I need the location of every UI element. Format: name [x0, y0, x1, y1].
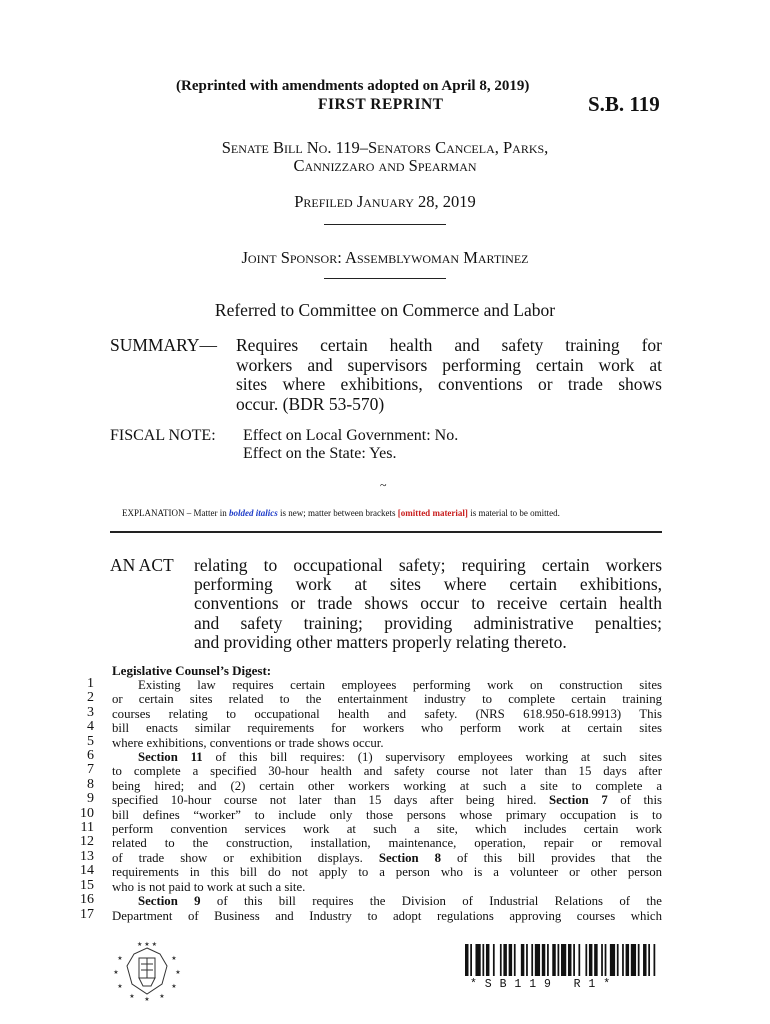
- act-line: performing work at sites where certain exhibitions,: [194, 574, 662, 595]
- explanation-omitted-text: [omitted material]: [397, 508, 468, 518]
- bill-number: S.B. 119: [588, 92, 660, 116]
- barcode-bar: [631, 944, 636, 976]
- barcode-bar: [509, 944, 512, 976]
- barcode-bar: [594, 944, 597, 976]
- barcode-text: * S B 1 1 9 R 1 *: [470, 978, 611, 991]
- explanation-suffix: is material to be omitted.: [467, 508, 560, 518]
- barcode-bar: [542, 944, 545, 976]
- barcode-bar: [573, 944, 575, 976]
- digest-heading: Legislative Counsel’s Digest:: [112, 663, 272, 678]
- first-reprint-label: FIRST REPRINT: [318, 96, 444, 113]
- explanation-prefix: EXPLANATION – Matter in: [122, 508, 229, 518]
- line-number: 8: [87, 776, 94, 792]
- barcode-bar: [486, 944, 489, 976]
- explanation-note: [122, 508, 560, 518]
- act-line: relating to occupational safety; requiring certain workers: [194, 555, 662, 575]
- fiscal-note-state: Effect on the State: Yes.: [243, 444, 397, 462]
- digest-line: [112, 678, 662, 692]
- barcode-bar: [638, 944, 640, 976]
- line-numbers: [68, 677, 94, 922]
- svg-text:★: ★: [129, 993, 135, 1000]
- digest-text-run: Department of Business and Industry to adopt regulations approving courses which: [112, 908, 662, 923]
- barcode-bar: [521, 944, 524, 976]
- line-number: 9: [87, 791, 94, 807]
- joint-sponsor: Joint Sponsor: Assemblywoman Martinez: [241, 248, 529, 267]
- summary-line: sites where exhibitions, conventions or trade shows: [236, 374, 662, 394]
- summary-text: [236, 336, 662, 414]
- digest-line: [112, 836, 662, 850]
- line-number: 12: [80, 834, 94, 850]
- svg-text:★: ★: [144, 996, 150, 1002]
- barcode-bar: [578, 944, 580, 976]
- divider-rule: [324, 224, 446, 225]
- svg-text:★ ★ ★: ★ ★ ★: [137, 941, 157, 948]
- tilde-mark: ~: [380, 478, 387, 492]
- barcode-bar: [654, 944, 656, 976]
- barcode-bar: [561, 944, 566, 976]
- act-line: and providing other matters properly relating thereto.: [194, 631, 567, 652]
- digest-line: [112, 736, 662, 750]
- line-number: 5: [87, 733, 94, 749]
- act-label: AN ACT: [110, 555, 174, 575]
- barcode-bar: [610, 944, 615, 976]
- act-line: and safety training; providing administrative penalties;: [194, 612, 662, 633]
- summary-line: workers and supervisors performing certain work at: [236, 354, 662, 375]
- barcode-bar: [622, 944, 624, 976]
- barcode-bar: [601, 944, 603, 976]
- svg-text:★: ★: [117, 983, 123, 990]
- barcode-bar: [617, 944, 619, 976]
- fiscal-note: [110, 427, 458, 462]
- line-number: 11: [80, 820, 94, 836]
- section-reference: Section 9: [138, 894, 201, 909]
- fiscal-note-local: Effect on Local Government: No.: [243, 427, 459, 444]
- digest-text-run: bill enacts similar requirements for workers who perform work at certain sites: [112, 721, 662, 736]
- svg-text:★: ★: [117, 955, 123, 962]
- divider-rule: [324, 278, 446, 279]
- summary-line: occur. (BDR 53-570): [236, 393, 385, 414]
- digest-line: [112, 880, 662, 894]
- line-number: 13: [80, 848, 94, 864]
- barcode-bar: [547, 944, 549, 976]
- barcode-bar: [470, 944, 472, 976]
- act-block: [110, 556, 662, 652]
- barcode-bar: [493, 944, 495, 976]
- summary-label: SUMMARY—: [110, 335, 217, 355]
- explanation-new-text: bolded italics: [229, 508, 278, 518]
- digest-text-run: where exhibitions, conventions or trade shows occur.: [112, 735, 384, 750]
- digest-text: [112, 678, 662, 923]
- digest-line: [112, 764, 662, 778]
- line-number: 16: [80, 892, 94, 908]
- svg-text:★: ★: [175, 969, 181, 976]
- digest-text-run: of trade show or exhibition displays.: [112, 850, 379, 865]
- committee-referral: Referred to Committee on Commerce and Labor: [214, 300, 556, 320]
- line-number: 2: [87, 690, 94, 706]
- line-number: 14: [80, 863, 94, 879]
- barcode-bar: [514, 944, 516, 976]
- section-reference: Section 7: [548, 793, 608, 808]
- barcode-bar: [626, 944, 629, 976]
- digest-text-run: requirements in this bill do not apply to a person who is a volunteer or other person: [112, 865, 662, 880]
- barcode-bar: [552, 944, 555, 976]
- digest-text-run: of this bill requires: (1) supervisory employees working at such sites: [202, 750, 662, 765]
- summary-line: Requires certain health and safety training for: [236, 335, 662, 355]
- line-number: 17: [80, 906, 94, 922]
- digest-text-run: of this: [607, 793, 662, 808]
- digest-text-run: bill defines “worker” to include only those persons whose primary occupation is to: [112, 807, 662, 822]
- digest-text-run: to complete a specified 30-hour health and safety course not later than 15 days after: [112, 764, 662, 779]
- digest-line: [112, 909, 662, 923]
- line-number: 15: [80, 877, 94, 893]
- digest-line: [112, 692, 662, 706]
- act-line: conventions or trade shows occur to receive certain health: [194, 593, 662, 614]
- svg-text:★: ★: [171, 955, 177, 962]
- barcode-bar: [568, 944, 571, 976]
- barcode-bar: [589, 944, 592, 976]
- barcode-bar: [475, 944, 480, 976]
- section-reference: Section 11: [138, 750, 203, 765]
- barcode-bar: [605, 944, 607, 976]
- digest-text-run: related to the construction, installation, maintenance, operation, repair or removal: [112, 836, 662, 851]
- section-divider: [110, 531, 662, 533]
- digest-line: [112, 808, 662, 822]
- barcode-bar: [558, 944, 560, 976]
- digest-text-run: of this bill requires the Division of Industrial Relations of the: [200, 894, 662, 909]
- digest-line: [112, 822, 662, 836]
- digest-line: [112, 779, 662, 793]
- barcode-bar: [535, 944, 540, 976]
- prefiled-date: Prefiled January 28, 2019: [294, 192, 476, 211]
- svg-text:★: ★: [159, 993, 165, 1000]
- digest-line: [112, 750, 662, 764]
- barcode-bar: [531, 944, 533, 976]
- barcode-icon: [465, 944, 657, 976]
- line-number: 4: [87, 719, 94, 735]
- digest-text-run: or certain sites related to the entertainment industry to complete certain training: [112, 692, 662, 707]
- section-reference: Section 8: [378, 850, 442, 865]
- digest-text-run: perform convention services work at such a site, which includes certain work: [112, 822, 662, 837]
- barcode-bar: [526, 944, 528, 976]
- barcode-bar: [643, 944, 646, 976]
- digest-text-run: being hired; and (2) certain other workers working at such a site to complete a: [112, 778, 662, 793]
- fiscal-note-label: FISCAL NOTE:: [110, 427, 216, 444]
- digest-line: [112, 707, 662, 721]
- line-number: 10: [80, 805, 94, 821]
- digest-line: [112, 865, 662, 879]
- barcode-bar: [500, 944, 502, 976]
- digest-text-run: courses relating to occupational health and safety. (NRS 618.950-618.9913) This: [112, 706, 662, 721]
- summary-block: [110, 336, 662, 414]
- barcode-bar: [465, 944, 468, 976]
- reprint-note: (Reprinted with amendments adopted on April 8, 2019): [176, 78, 530, 94]
- barcode-bar: [503, 944, 506, 976]
- bill-title-line-1: Senate Bill No. 119–Senators Cancela, Parks,: [221, 138, 549, 157]
- line-number: 1: [87, 676, 94, 691]
- explanation-middle: is new; matter between brackets: [277, 508, 398, 518]
- barcode-bar: [585, 944, 587, 976]
- svg-text:★: ★: [171, 983, 177, 990]
- barcode-bar: [648, 944, 650, 976]
- digest-text-run: specified 10-hour course not later than 15 days after being hired.: [112, 793, 549, 808]
- digest-line: [112, 721, 662, 735]
- bill-title-line-2: Cannizzaro and Spearman: [293, 156, 477, 175]
- barcode-bar: [482, 944, 484, 976]
- digest-text-run: of this bill provides that the: [441, 850, 662, 865]
- line-number: 3: [87, 704, 94, 720]
- line-number: 6: [87, 748, 94, 764]
- state-seal-icon: [112, 940, 182, 1002]
- line-number: 7: [87, 762, 94, 778]
- digest-line: [112, 851, 662, 865]
- digest-line: [112, 793, 662, 807]
- digest-text-run: who is not paid to work at such a site.: [112, 879, 306, 894]
- act-text: [194, 556, 662, 652]
- digest-text-run: Existing law requires certain employees performing work on construction sites: [138, 678, 662, 692]
- digest-line: [112, 894, 662, 908]
- svg-text:★: ★: [113, 969, 119, 976]
